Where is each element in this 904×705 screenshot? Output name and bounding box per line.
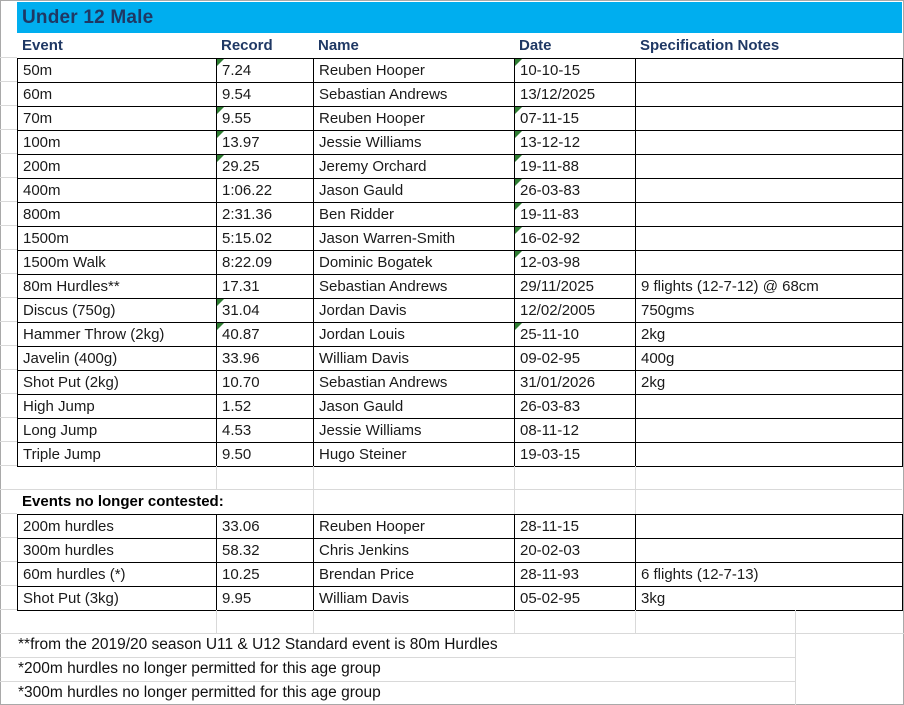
column-header-name[interactable]: Name [318,37,359,54]
cell-date[interactable]: 09-02-95 [515,347,636,371]
column-header-row [0,33,904,58]
error-indicator-icon [515,251,522,258]
cell-spec[interactable] [636,107,903,131]
cell-name[interactable]: William Davis [314,587,515,611]
cell-date[interactable]: 28-11-15 [515,515,636,539]
error-indicator-icon [217,323,224,330]
error-indicator-icon [217,59,224,66]
records-table [17,58,903,467]
sheet-title-bar[interactable] [17,2,902,33]
table-row [18,83,903,107]
cell-date[interactable]: 10-10-15 [515,59,636,83]
cell-name[interactable]: Brendan Price [314,563,515,587]
table-row [18,539,903,563]
gridline [0,657,795,658]
cell-name[interactable]: Jordan Davis [314,299,515,323]
error-indicator-icon [515,59,522,66]
cell-spec[interactable] [636,419,903,443]
cell-event[interactable]: 60m hurdles (*) [18,563,217,587]
gridline [313,610,314,633]
cell-date[interactable]: 28-11-93 [515,563,636,587]
cell-date[interactable]: 19-11-83 [515,203,636,227]
cell-event[interactable]: High Jump [18,395,217,419]
gridline [795,610,796,705]
table-row [18,203,903,227]
cell-name[interactable]: Dominic Bogatek [314,251,515,275]
cell-spec[interactable] [636,443,903,467]
cell-event[interactable]: Triple Jump [18,443,217,467]
cell-spec[interactable]: 2kg [636,323,903,347]
cell-event[interactable]: Long Jump [18,419,217,443]
footnote: **from the 2019/20 season U11 & U12 Standard event is 80m Hurdles [18,636,498,653]
cell-event[interactable]: 1500m [18,227,217,251]
cell-name[interactable]: Sebastian Andrews [314,371,515,395]
cell-spec[interactable] [636,131,903,155]
error-indicator-icon [515,155,522,162]
discontinued-events-table [17,514,903,611]
cell-date[interactable]: 07-11-15 [515,107,636,131]
cell-record[interactable]: 4.53 [217,419,314,443]
gridline [0,681,795,682]
cell-event[interactable]: 300m hurdles [18,539,217,563]
cell-record[interactable]: 9.54 [217,83,314,107]
cell-event[interactable]: 50m [18,59,217,83]
table-row [18,155,903,179]
footnotes-block [0,633,904,705]
cell-record[interactable]: 58.32 [217,539,314,563]
table-row [18,323,903,347]
table-row [18,371,903,395]
cell-event[interactable]: Shot Put (3kg) [18,587,217,611]
footnote: *200m hurdles no longer permitted for this age group [18,660,381,677]
cell-date[interactable]: 25-11-10 [515,323,636,347]
cell-event[interactable]: 100m [18,131,217,155]
cell-name[interactable]: Ben Ridder [314,203,515,227]
cell-spec[interactable]: 400g [636,347,903,371]
cell-name[interactable]: Jason Gauld [314,179,515,203]
error-indicator-icon [217,107,224,114]
cell-record[interactable]: 33.96 [217,347,314,371]
cell-spec[interactable] [636,227,903,251]
table-row [18,443,903,467]
cell-spec[interactable] [636,83,903,107]
gridline [216,466,217,490]
cell-event[interactable]: Shot Put (2kg) [18,371,217,395]
gridline [635,466,636,514]
table-row [18,419,903,443]
gridline [514,466,515,514]
cell-record[interactable]: 9.50 [217,443,314,467]
error-indicator-icon [515,131,522,138]
cell-name[interactable]: Reuben Hooper [314,59,515,83]
cell-name[interactable]: Jessie Williams [314,131,515,155]
cell-name[interactable]: Jason Warren-Smith [314,227,515,251]
cell-event[interactable]: Javelin (400g) [18,347,217,371]
column-header-spec[interactable]: Specification Notes [640,37,780,54]
cell-record[interactable]: 13.97 [217,131,314,155]
cell-date[interactable]: 13/12/2025 [515,83,636,107]
cell-name[interactable]: Jason Gauld [314,395,515,419]
table-row [18,347,903,371]
cell-name[interactable]: Chris Jenkins [314,539,515,563]
error-indicator-icon [515,107,522,114]
cell-record[interactable]: 10.25 [217,563,314,587]
gridline [216,610,217,633]
table-row [18,275,903,299]
error-indicator-icon [217,155,224,162]
cell-name[interactable]: Reuben Hooper [314,107,515,131]
error-indicator-icon [515,227,522,234]
cell-event[interactable]: 200m hurdles [18,515,217,539]
cell-date[interactable]: 13-12-12 [515,131,636,155]
cell-spec[interactable] [636,251,903,275]
table-row [18,59,903,83]
cell-record[interactable]: 5:15.02 [217,227,314,251]
cell-date[interactable]: 20-02-03 [515,539,636,563]
cell-name[interactable]: Jeremy Orchard [314,155,515,179]
cell-date[interactable]: 26-03-83 [515,395,636,419]
cell-spec[interactable] [636,203,903,227]
table-row [18,227,903,251]
cell-spec[interactable]: 9 flights (12-7-12) @ 68cm [636,275,903,299]
column-header-event[interactable]: Event [22,37,63,54]
cell-event[interactable]: 70m [18,107,217,131]
cell-record[interactable]: 8:22.09 [217,251,314,275]
cell-record[interactable]: 29.25 [217,155,314,179]
cell-record[interactable]: 10.70 [217,371,314,395]
cell-date[interactable]: 31/01/2026 [515,371,636,395]
gridline [514,610,515,633]
cell-date[interactable]: 19-11-88 [515,155,636,179]
cell-date[interactable]: 12-03-98 [515,251,636,275]
cell-date[interactable]: 08-11-12 [515,419,636,443]
table-row [18,131,903,155]
cell-event[interactable]: 800m [18,203,217,227]
cell-name[interactable]: Reuben Hooper [314,515,515,539]
table-row [18,395,903,419]
gridline [0,633,904,634]
table-row [18,107,903,131]
table-row [18,299,903,323]
cell-event[interactable]: 80m Hurdles** [18,275,217,299]
cell-date[interactable]: 05-02-95 [515,587,636,611]
cell-spec[interactable] [636,155,903,179]
footnote: *300m hurdles no longer permitted for this age group [18,684,381,701]
cell-name[interactable]: Sebastian Andrews [314,83,515,107]
error-indicator-icon [515,203,522,210]
page-title: Under 12 Male [22,6,154,28]
row-gutter [0,34,17,705]
cell-spec[interactable] [636,395,903,419]
gridline [17,489,902,490]
table-row [18,587,903,611]
cell-spec[interactable] [636,515,903,539]
cell-record[interactable]: 31.04 [217,299,314,323]
error-indicator-icon [515,323,522,330]
cell-name[interactable]: Jessie Williams [314,419,515,443]
cell-record[interactable]: 9.55 [217,107,314,131]
gridline [635,610,636,633]
cell-name[interactable]: Hugo Steiner [314,443,515,467]
cell-event[interactable]: 60m [18,83,217,107]
cell-spec[interactable]: 2kg [636,371,903,395]
cell-date[interactable]: 16-02-92 [515,227,636,251]
column-header-record[interactable]: Record [221,37,273,54]
cell-event[interactable]: 1500m Walk [18,251,217,275]
table-row [18,563,903,587]
cell-date[interactable]: 19-03-15 [515,443,636,467]
section-header-discontinued[interactable]: Events no longer contested: [22,493,224,510]
cell-record[interactable]: 17.31 [217,275,314,299]
cell-record[interactable]: 1:06.22 [217,179,314,203]
cell-spec[interactable] [636,59,903,83]
table-row [18,179,903,203]
error-indicator-icon [515,179,522,186]
cell-date[interactable]: 29/11/2025 [515,275,636,299]
cell-spec[interactable] [636,539,903,563]
cell-event[interactable]: 200m [18,155,217,179]
cell-date[interactable]: 26-03-83 [515,179,636,203]
cell-spec[interactable] [636,179,903,203]
error-indicator-icon [217,299,224,306]
cell-record[interactable]: 33.06 [217,515,314,539]
cell-spec[interactable]: 6 flights (12-7-13) [636,563,903,587]
cell-record[interactable]: 2:31.36 [217,203,314,227]
cell-name[interactable]: Sebastian Andrews [314,275,515,299]
cell-record[interactable]: 40.87 [217,323,314,347]
cell-spec[interactable]: 3kg [636,587,903,611]
cell-spec[interactable]: 750gms [636,299,903,323]
error-indicator-icon [217,131,224,138]
cell-record[interactable]: 9.95 [217,587,314,611]
cell-event[interactable]: Hammer Throw (2kg) [18,323,217,347]
table-row [18,515,903,539]
cell-event[interactable]: Discus (750g) [18,299,217,323]
cell-record[interactable]: 1.52 [217,395,314,419]
cell-date[interactable]: 12/02/2005 [515,299,636,323]
cell-name[interactable]: William Davis [314,347,515,371]
column-header-date[interactable]: Date [519,37,552,54]
table-row [18,251,903,275]
cell-record[interactable]: 7.24 [217,59,314,83]
cell-name[interactable]: Jordan Louis [314,323,515,347]
gridline [313,466,314,514]
cell-event[interactable]: 400m [18,179,217,203]
